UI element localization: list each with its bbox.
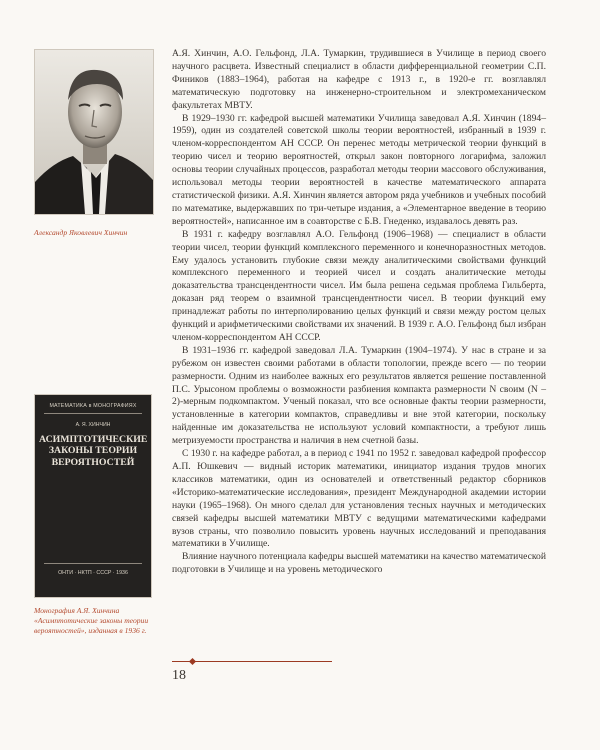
book-author: А. Я. ХИНЧИН: [75, 422, 111, 428]
book-imprint: ОНТИ · НКТП · СССР · 1936: [58, 570, 128, 576]
portrait-image: [35, 50, 153, 214]
paragraph: А.Я. Хинчин, А.О. Гельфонд, Л.А. Тумаркин, трудившиеся в Училище в период своего научного расцвета. Известный специалист в области дифференциальной геометрии С.П. Фиников (1883–1964), работая на кафедре с 1913 г., в 1920-е гг. возглавлял математическую подготовку на инженерно-строительном и электромеханическом факультетах МВТУ.: [172, 48, 546, 111]
book-caption: Монография А.Я. Хинчина «Асимптотические законы теории вероятностей», изданная в 1936 г.: [34, 606, 149, 635]
paragraph: В 1931 г. кафедру возглавлял А.О. Гельфонд (1906–1968) — специалист в области теории чисел, теории функций комплексного переменного и конечноразностных методов. Ему удалось установить глубокие связи между аналитическими свойствами функций комплексного переменного и теорией чисел и создать аналитические методы доказательства трансцендентности чисел. Им была решена седьмая проблема Гильберта, доказан ряд теорем о взаимной трансцендентности чисел. В теории функций ему принадлежат работы по интерполированию целых функций и связи между ростом целых функций и арифметическими свойствами их значений. В 1939 г. А.О. Гельфонд был избран членом-корреспондентом АН СССР.: [172, 228, 546, 343]
book-cover: [34, 394, 152, 598]
book-divider-top: [44, 413, 142, 414]
body-text: [172, 48, 546, 577]
portrait-caption: Александр Яковлевич Хинчин: [34, 228, 128, 237]
book-series: МАТЕМАТИКА в МОНОГРАФИЯХ: [49, 403, 137, 409]
paragraph: В 1929–1930 гг. кафедрой высшей математики Училища заведовал А.Я. Хинчин (1894–1959), один из создателей советской школы теории вероятностей, избранный в 1939 г. членом-корреспондентом АН СССР. Он перенес методы метрической теории функций в теорию чисел и теорию вероятностей, открыл закон повторного логарифма, заложил основы теории случайных процессов, разработал методы теории массового обслуживания, использовал методы теории вероятностей в качестве математического аппарата статистической физики. А.Я. Хинчин является автором ряда учебников и учебных пособий по математике, выдержавших по три-четыре издания, а «Элементарное введение в теорию вероятностей», написанное им в соавторстве с Б.В. Гнеденко, издавалось девять раз.: [172, 112, 546, 227]
paragraph: С 1930 г. на кафедре работал, а в период с 1941 по 1952 г. заведовал кафедрой профессор А.П. Юшкевич — видный историк математики, инициатор издания трудов многих классиков математики, один из основателей и ответственный редактор сборников «Историко-математические исследования», президент Международной академии истории науки (1965–1968). Он много сделал для установления тесных научных и методических связей кафедры высшей математики МВТУ с ведущими математическими кафедрами вузов страны, что позволило повысить уровень научных исследований и преподавания математики в Училище.: [172, 448, 546, 550]
paragraph: Влияние научного потенциала кафедры высшей математики на качество математической подготовки в Училище и на уровень методического: [172, 551, 546, 576]
footer-ornament: [189, 658, 196, 665]
paragraph: В 1931–1936 гг. кафедрой заведовал Л.А. Тумаркин (1904–1974). У нас в стране и за рубежом он известен своими работами в области топологии, прежде всего — по теории размерности. Одним из наиболее важных его результатов является решение поставленной П.С. Урысоном проблемы о возможности разбиения компакта размерности N своим (N – 2)-мерным подкомпактом. Ученый показал, что все основные факты теории размерности, установленные в категории компактов, справедливы и вне этой категории, поскольку найденные им доказательства не используют условий компактности, а требуют лишь метризуемости пространства и наличия в нем счетной базы.: [172, 344, 546, 447]
book-divider-bottom: [44, 563, 142, 564]
page-number: 18: [172, 668, 186, 683]
book-title: АСИМПТОТИЧЕСКИЕ ЗАКОНЫ ТЕОРИИ ВЕРОЯТНОСТЕЙ: [39, 434, 148, 468]
portrait-photo: [34, 49, 154, 215]
